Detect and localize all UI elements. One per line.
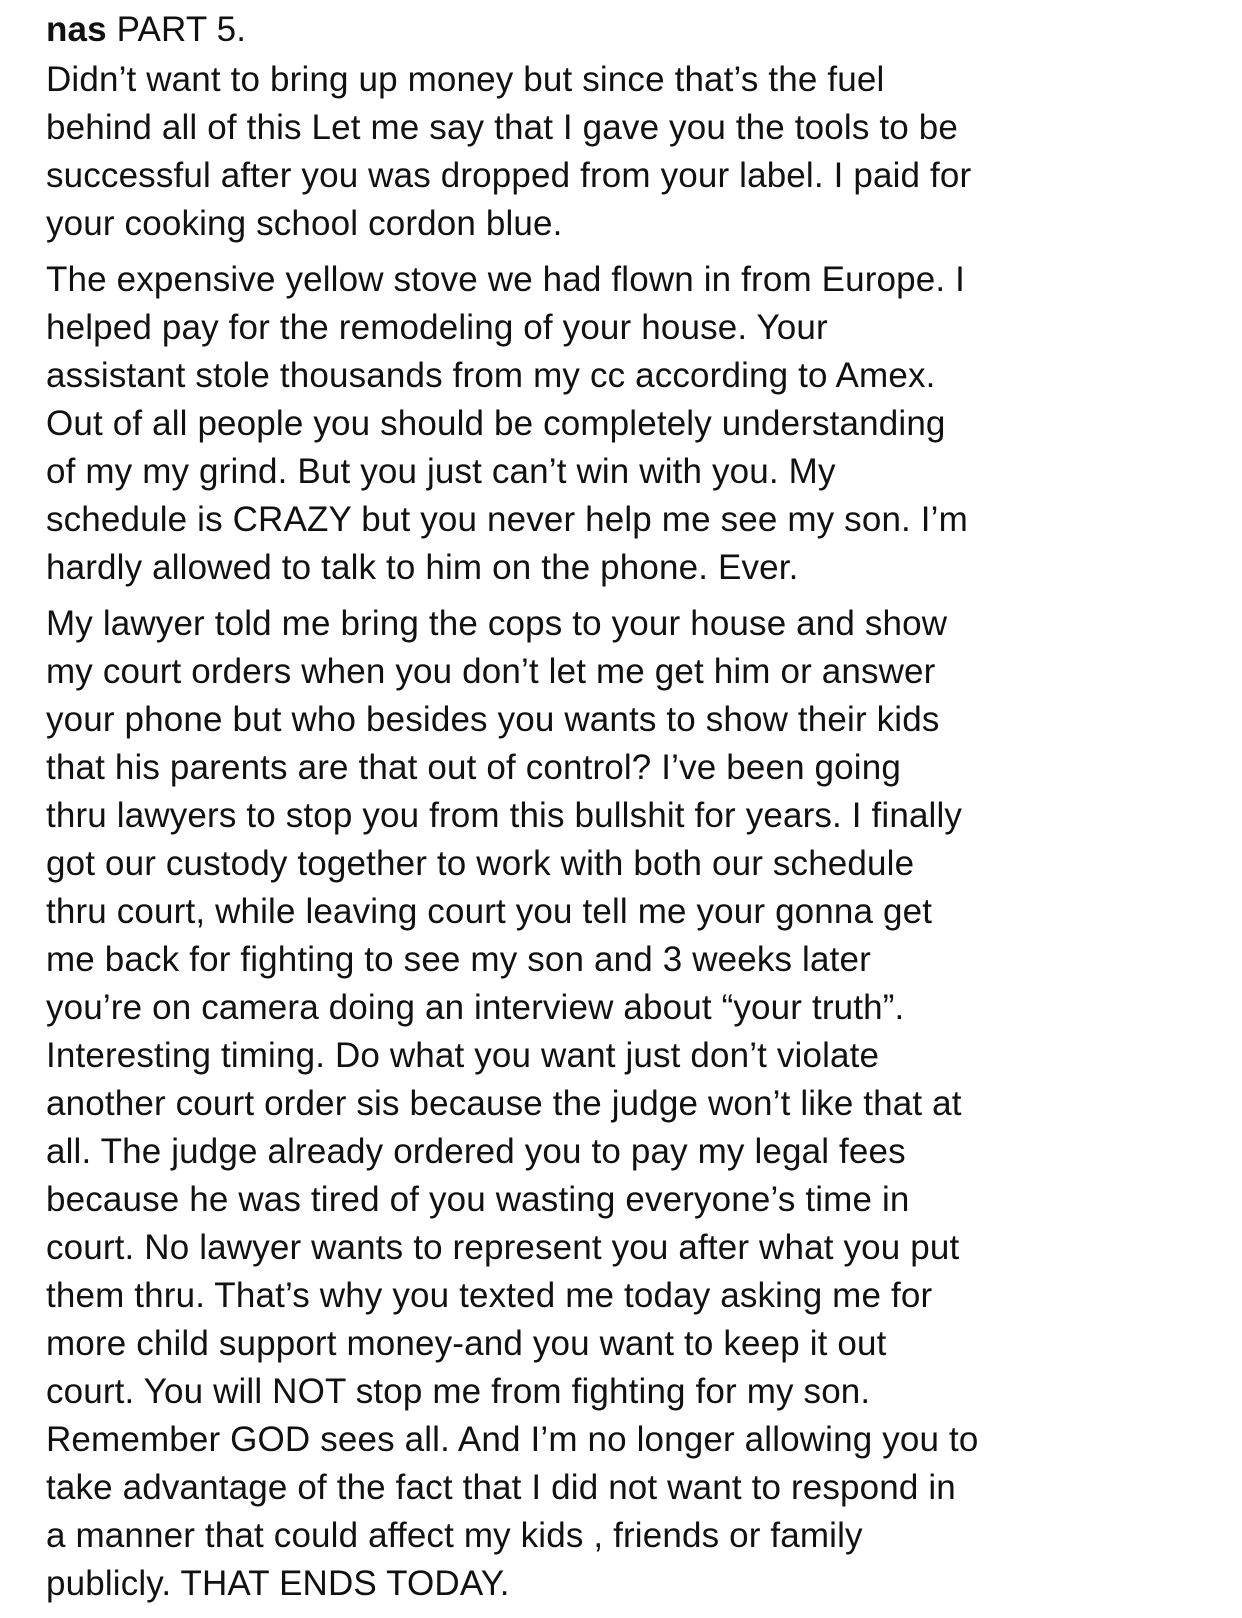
caption-paragraph-1: Didn’t want to bring up money but since that’s the fuel behind all of this Let me say that I gave you the tools to be successful after you was dropped from your label. I paid for your cooking school cordon blue. — [46, 60, 972, 243]
post-caption — [46, 6, 1206, 1616]
caption-header — [46, 6, 1206, 54]
part-label: PART 5. — [116, 10, 247, 49]
caption-paragraph-2: The expensive yellow stove we had flown in from Europe. I helped pay for the remodeling of your house. Your assistant stole thousands from my cc according to Amex. Out of all people you should be completely understanding of my my grind. But you just can’t win with you. My schedule is CRAZY but you never help me see my son. I’m hardly allowed to talk to him on the phone. Ever. — [46, 260, 968, 587]
username-link[interactable]: nas — [46, 10, 107, 49]
caption-paragraph-3: My lawyer told me bring the cops to your house and show my court orders when you don’t let me get him or answer your phone but who besides you wants to show their kids that his parents are that out of control? I’ve been going thru lawyers to stop you from this bullshit for years. I finally got our custody together to work with both our schedule thru court, while leaving court you tell me your gonna get me back for fighting to see my son and 3 weeks later you’re on camera doing an interview about “your truth”. Interesting timing. Do what you want just don’t violate another court order sis because the judge won’t like that at all. The judge already ordered you to pay my legal fees because he was tired of you wasting everyone’s time in court. No lawyer wants to represent you after what you put them thru. That’s why you texted me today asking me for more child support money-and you want to keep it out court. You will NOT stop me from fighting for my son. Remember GOD sees all. And I’m no longer allowing you to take advantage of the fact that I did not want to respond in a manner that could affect my kids , friends or family publicly. THAT ENDS TODAY. — [46, 604, 979, 1603]
